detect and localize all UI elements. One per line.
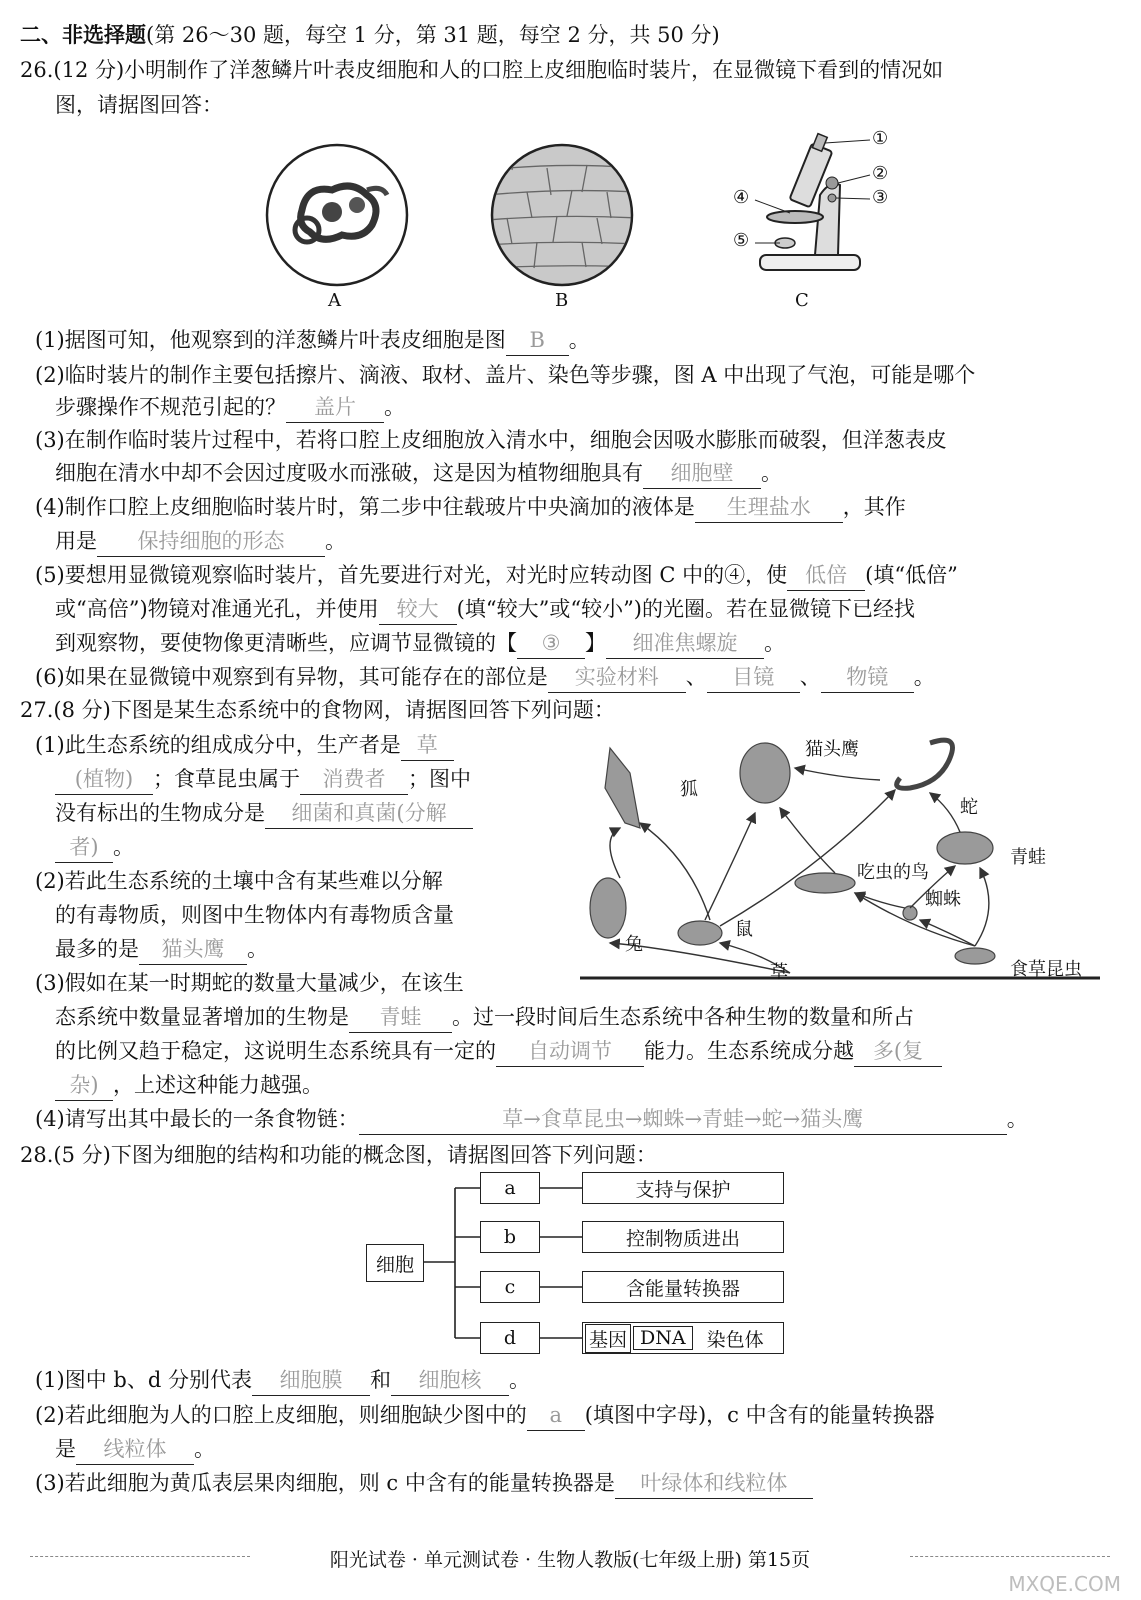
answer-q26-4b: 保持细胞的形态	[97, 526, 325, 557]
spider-icon	[903, 906, 917, 920]
answer-q27-3b: 自动调节	[496, 1036, 644, 1067]
answer-q26-6a: 实验材料	[548, 662, 686, 693]
answer-q28-2a: a	[527, 1400, 585, 1431]
node-d-parts	[582, 1322, 784, 1354]
figure-a-cheek-cells	[262, 140, 412, 290]
q26-p5-line1: (5)要想用显微镜观察临时装片，首先要进行对光，对光时应转动图 C 中的④，使 低倍 (填“低倍”	[35, 560, 958, 591]
answer-q28-1b: 细胞核	[391, 1365, 509, 1396]
q26-stem-line2: 图，请据图回答：	[55, 93, 223, 117]
q26-p4-line1: (4)制作口腔上皮细胞临时装片时，第二步中往载玻片中央滴加的液体是 生理盐水 ，其作	[35, 492, 906, 523]
q27-p4: (4)请写出其中最长的一条食物链： 草→食草昆虫→蜘蛛→青蛙→蛇→猫头鹰 。	[35, 1104, 1028, 1135]
answer-q26-5c: ③	[517, 628, 585, 659]
func-support-protect: 支持与保护	[582, 1172, 784, 1204]
snake-icon	[897, 740, 953, 788]
q27-p3-line1: (3)假如在某一时期蛇的数量大量减少，在该生	[35, 971, 464, 995]
part-gene: 基因	[585, 1324, 631, 1353]
answer-q27-1a: 草	[401, 730, 454, 761]
scope-label-1: ①	[872, 128, 889, 149]
bird-icon	[795, 873, 855, 893]
frog-icon	[937, 832, 993, 864]
figure-a-label: A	[328, 290, 341, 311]
q28-p2-line1: (2)若此细胞为人的口腔上皮细胞，则细胞缺少图中的 a (填图中字母)，c 中含有的能量转换器	[35, 1400, 935, 1431]
q27-p3-line4: 杂) ，上述这种能力越强。	[55, 1070, 323, 1101]
label-insect: 食草昆虫	[1010, 959, 1082, 980]
label-owl: 猫头鹰	[805, 739, 859, 760]
figure-b-onion-cells	[487, 140, 637, 290]
q27-p2-line2: 的有毒物质，则图中生物体内有毒物质含量	[55, 903, 454, 927]
q27-p3-line2: 态系统中数量显著增加的生物是 青蛙 。过一段时间后生态系统中各种生物的数量和所占	[55, 1002, 914, 1033]
q27-p1-line4: 者) 。	[55, 832, 134, 863]
q28-p3: (3)若此细胞为黄瓜表层果肉细胞，则 c 中含有的能量转换器是 叶绿体和线粒体	[35, 1468, 813, 1499]
q28-p2-line2: 是 线粒体 。	[55, 1434, 215, 1465]
answer-q27-3a: 青蛙	[349, 1002, 452, 1033]
answer-q26-1: B	[506, 325, 569, 356]
answer-q28-1a: 细胞膜	[252, 1365, 370, 1396]
q26-p2-line2: 步骤操作不规范引起的？ 盖片 。	[55, 392, 405, 423]
answer-q26-4a: 生理盐水	[695, 492, 843, 523]
answer-q26-3: 细胞壁	[643, 458, 761, 489]
answer-q26-5b: 较大	[379, 594, 457, 625]
q26-p6: (6)如果在显微镜中观察到有异物，其可能存在的部位是 实验材料 、 目镜 、 物镜 。	[35, 662, 935, 693]
node-b: b	[480, 1221, 540, 1253]
q26-p3-line1: (3)在制作临时装片过程中，若将口腔上皮细胞放入清水中，细胞会因吸水膨胀而破裂，但洋葱表皮	[35, 428, 947, 452]
answer-q27-3c-cont: 杂)	[55, 1070, 113, 1101]
label-frog: 青蛙	[1010, 847, 1046, 868]
q27-p3-line3: 的比例又趋于稳定，这说明生态系统具有一定的 自动调节 能力。生态系统成分越 多(复	[55, 1036, 942, 1067]
answer-q27-3c: 多(复	[854, 1036, 942, 1067]
answer-q27-1c: 细菌和真菌(分解	[265, 798, 473, 829]
label-snake: 蛇	[960, 797, 978, 818]
q27-p1-line2: (植物) ；食草昆虫属于 消费者 ；图中	[55, 764, 471, 795]
watermark: MXQE.COM	[1008, 1572, 1121, 1596]
answer-q27-1b: 消费者	[300, 764, 408, 795]
scope-label-2: ②	[872, 163, 889, 184]
part-dna: DNA	[633, 1326, 693, 1350]
section-header	[20, 20, 720, 50]
answer-q26-6c: 物镜	[821, 662, 914, 693]
q26-stem-line1: 26.(12 分)小明制作了洋葱鳞片叶表皮细胞和人的口腔上皮细胞临时装片，在显微镜下看到的情况如	[20, 58, 944, 82]
figure-c-label: C	[795, 290, 809, 311]
q28-p1: (1)图中 b、d 分别代表 细胞膜 和 细胞核 。	[35, 1365, 530, 1396]
answer-q27-1a-cont: (植物)	[55, 764, 153, 795]
q26-p3-line2: 细胞在清水中却不会因过度吸水而涨破，这是因为植物细胞具有 细胞壁 。	[55, 458, 782, 489]
answer-q27-1c-cont: 者)	[55, 832, 113, 863]
label-mouse: 鼠	[735, 919, 753, 940]
owl-icon	[740, 743, 790, 803]
scope-label-3: ③	[872, 187, 889, 208]
figure-b-label: B	[555, 290, 569, 311]
q27-p1-line1: (1)此生态系统的组成成分中，生产者是 草	[35, 730, 454, 761]
func-control-exchange: 控制物质进出	[582, 1221, 784, 1253]
node-cell: 细胞	[366, 1244, 424, 1282]
answer-q28-2b: 线粒体	[76, 1434, 194, 1465]
section-note: (第 26～30 题，每空 1 分，第 31 题，每空 2 分，共 50 分)	[146, 23, 720, 47]
label-fox: 狐	[680, 779, 698, 800]
label-spider: 蜘蛛	[925, 889, 961, 910]
func-energy-converter: 含能量转换器	[582, 1271, 784, 1303]
q27-p2-line3: 最多的是 猫头鹰 。	[55, 934, 268, 965]
rabbit-icon	[590, 878, 626, 938]
label-grass: 草	[770, 962, 788, 983]
label-rabbit: 兔	[625, 934, 643, 955]
answer-q28-3: 叶绿体和线粒体	[615, 1468, 813, 1499]
answer-q27-4: 草→食草昆虫→蜘蛛→青蛙→蛇→猫头鹰	[359, 1104, 1007, 1135]
answer-q27-2: 猫头鹰	[139, 934, 247, 965]
label-bird: 吃虫的鸟	[857, 862, 929, 883]
section-title: 二、非选择题	[20, 22, 146, 47]
q26-p2-line1: (2)临时装片的制作主要包括擦片、滴液、取材、盖片、染色等步骤，图 A 中出现了气泡，可能是哪个	[35, 363, 976, 387]
answer-q26-2: 盖片	[286, 392, 384, 423]
q27-stem: 27.(8 分)下图是某生态系统中的食物网，请据图回答下列问题：	[20, 698, 615, 722]
mouse-icon	[678, 921, 722, 945]
insect-icon	[955, 948, 995, 964]
part-chromosome: 染色体	[706, 1328, 764, 1351]
q26-p5-line3: 到观察物，要使物像更清晰些，应调节显微镜的【 ③ 】 细准焦螺旋 。	[55, 628, 785, 659]
node-c: c	[480, 1271, 540, 1303]
scope-label-5: ⑤	[733, 230, 750, 251]
q26-p5-line2: 或“高倍”)物镜对准通光孔，并使用 较大 (填“较大”或“较小”)的光圈。若在显微镜下已经找	[55, 594, 915, 625]
answer-q26-5d: 细准焦螺旋	[606, 628, 764, 659]
answer-q26-6b: 目镜	[707, 662, 800, 693]
q26-p4-line2: 用是 保持细胞的形态 。	[55, 526, 346, 557]
q27-p1-line3: 没有标出的生物成分是 细菌和真菌(分解	[55, 798, 473, 829]
fox-icon	[605, 748, 640, 828]
node-d: d	[480, 1322, 540, 1354]
q27-p2-line1: (2)若此生态系统的土壤中含有某些难以分解	[35, 869, 443, 893]
q26-p1: (1)据图可知，他观察到的洋葱鳞片叶表皮细胞是图 B 。	[35, 325, 590, 356]
page-footer: 阳光试卷 · 单元测试卷 · 生物人教版(七年级上册) 第15页	[329, 1549, 811, 1571]
scope-label-4: ④	[733, 187, 750, 208]
answer-q26-5a: 低倍	[787, 560, 865, 591]
q28-stem: 28.(5 分)下图为细胞的结构和功能的概念图，请据图回答下列问题：	[20, 1143, 657, 1167]
node-a: a	[480, 1172, 540, 1204]
